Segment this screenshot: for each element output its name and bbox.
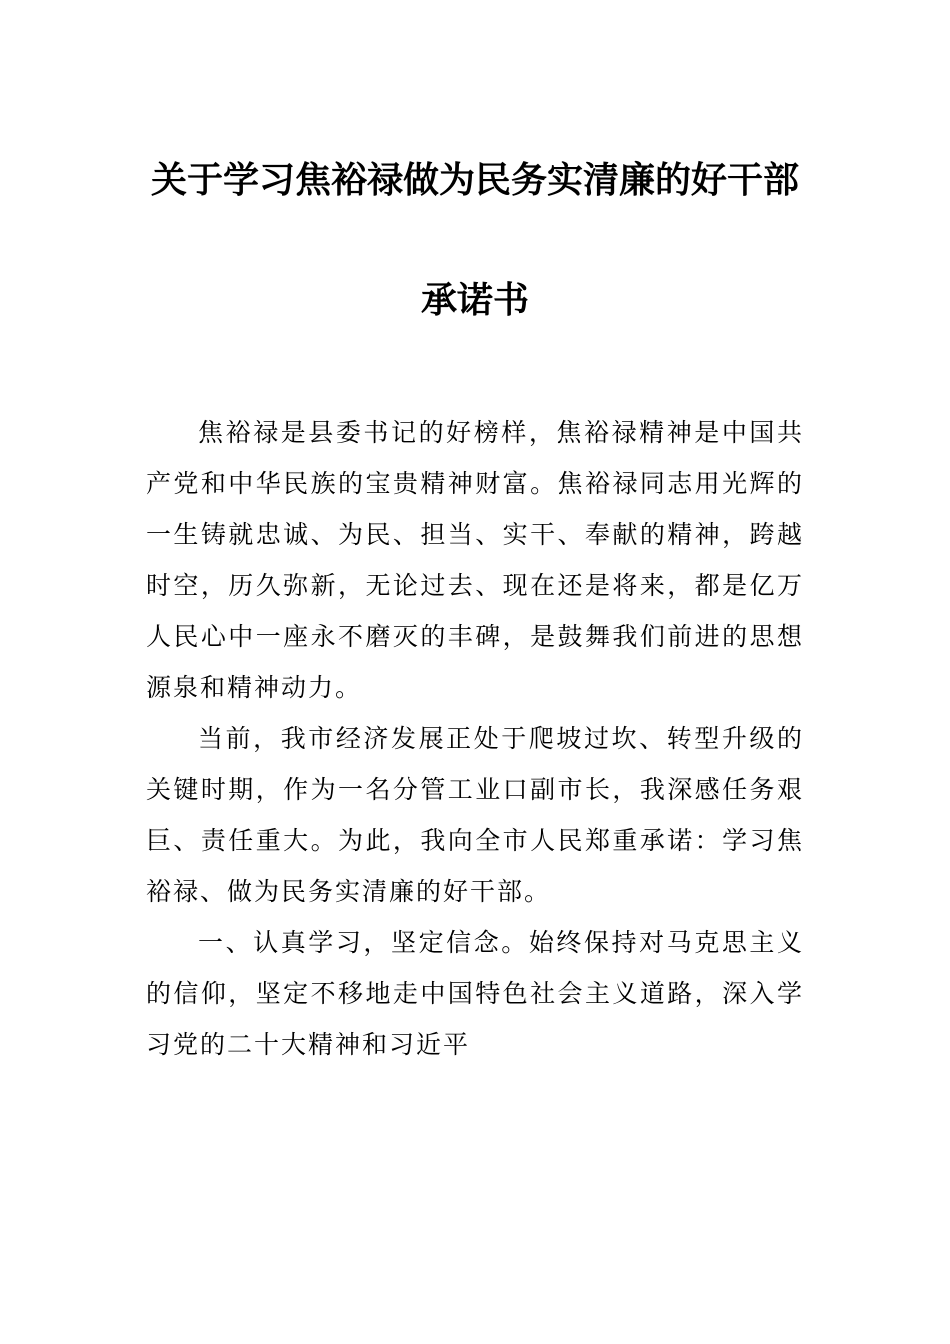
document-title-line-2: 承诺书 [420, 279, 529, 321]
document-body [146, 407, 804, 1070]
paragraph-3: 一、认真学习，坚定信念。始终保持对马克思主义的信仰，坚定不移地走中国特色社会主义道路，深入学习党的二十大精神和习近平 [146, 928, 804, 1059]
paragraph-2: 当前，我市经济发展正处于爬坡过坎、转型升级的关键时期，作为一名分管工业口副市长，我深感任务艰巨、责任重大。为此，我向全市人民郑重承诺：学习焦裕禄、做为民务实清廉的好干部。 [146, 724, 804, 906]
paragraph-1: 焦裕禄是县委书记的好榜样，焦裕禄精神是中国共产党和中华民族的宝贵精神财富。焦裕禄同志用光辉的一生铸就忠诚、为民、担当、实干、奉献的精神，跨越时空，历久弥新，无论过去、现在还是将来，都是亿万人民心中一座永不磨灭的丰碑，是鼓舞我们前进的思想源泉和精神动力。 [146, 418, 804, 702]
document-title-line-1: 关于学习焦裕禄做为民务实清廉的好干部 [150, 159, 799, 201]
